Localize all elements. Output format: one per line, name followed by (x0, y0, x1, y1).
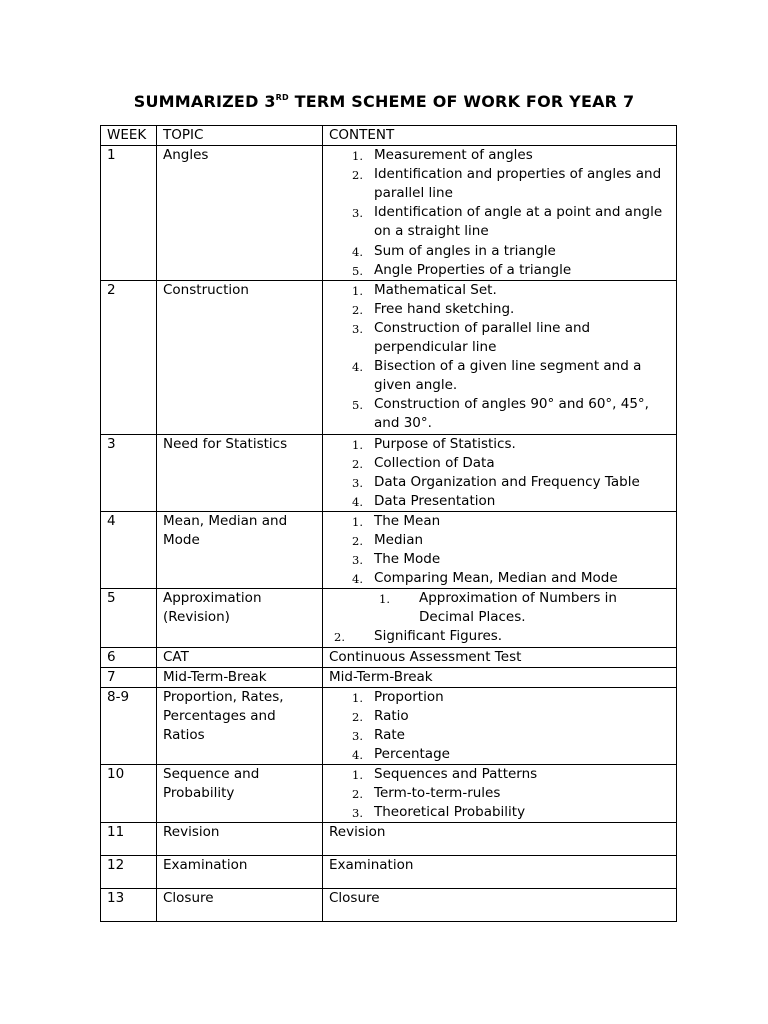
content-cell: Revision (323, 823, 677, 856)
header-topic: TOPIC (157, 126, 323, 146)
content-list (329, 688, 670, 764)
list-item: 2. Free hand sketching. (352, 300, 515, 317)
list-item: 4. Sum of angles in a triangle (352, 242, 556, 259)
table-row (101, 687, 677, 764)
list-item: 4. Data Presentation (352, 492, 496, 509)
list-item: 4. Bisection of a given line segment and a given angle. (352, 358, 642, 394)
list-item: 2. Collection of Data (352, 454, 495, 471)
table-row (101, 434, 677, 511)
week-cell: 2 (101, 280, 157, 434)
content-list (329, 146, 670, 280)
page-title (0, 92, 768, 111)
list-item: 1. Mathematical Set. (352, 281, 497, 298)
header-week: WEEK (101, 126, 157, 146)
table-row (101, 589, 677, 647)
content-list (329, 765, 670, 822)
title-text: SUMMARIZED 3 (133, 92, 276, 111)
content-list (329, 589, 670, 646)
week-cell: 11 (101, 823, 157, 856)
list-item: 3. Theoretical Probability (352, 804, 526, 821)
table-row (101, 667, 677, 687)
table-row (101, 511, 677, 588)
list-item: 1. Approximation of Numbers in Decimal Places. (379, 590, 617, 626)
list-item: 4. Percentage (352, 746, 450, 762)
topic-cell: Construction (157, 280, 323, 434)
list-item: 3. The Mode (352, 551, 441, 568)
content-cell: Continuous Assessment Test (323, 647, 677, 667)
content-cell (323, 146, 677, 281)
content-cell (323, 280, 677, 434)
table-row (101, 889, 677, 922)
topic-cell: Closure (157, 889, 323, 922)
content-cell (323, 511, 677, 588)
list-item: 5. Angle Properties of a triangle (352, 261, 572, 278)
week-cell: 13 (101, 889, 157, 922)
list-item: 1. Purpose of Statistics. (352, 435, 516, 452)
list-item: 2. Term-to-term-rules (352, 785, 501, 802)
table-row (101, 823, 677, 856)
list-item: 5. Construction of angles 90° and 60°, 45°, and 30°. (352, 396, 649, 432)
topic-cell: Revision (157, 823, 323, 856)
list-item: 3. Rate (352, 726, 405, 743)
scheme-table (100, 125, 677, 922)
list-item: 2. Median (352, 531, 424, 548)
list-item: 1. The Mean (352, 512, 441, 529)
week-cell: 8-9 (101, 687, 157, 764)
list-item: 2. Identification and properties of angles and parallel line (352, 166, 662, 202)
list-item: 2. Ratio (352, 707, 409, 724)
topic-cell: Mid-Term-Break (157, 667, 323, 687)
content-list (329, 435, 670, 511)
list-item: 1. Proportion (352, 688, 444, 705)
topic-cell: Approximation (Revision) (157, 589, 323, 647)
week-cell: 12 (101, 856, 157, 889)
content-list (329, 512, 670, 588)
content-cell (323, 434, 677, 511)
week-cell: 5 (101, 589, 157, 647)
list-item: 1. Measurement of angles (352, 147, 533, 164)
topic-cell: CAT (157, 647, 323, 667)
content-cell (323, 687, 677, 764)
table-row (101, 280, 677, 434)
table-row (101, 856, 677, 889)
topic-cell: Need for Statistics (157, 434, 323, 511)
table-header-row (101, 126, 677, 146)
table-row (101, 647, 677, 667)
header-content: CONTENT (323, 126, 677, 146)
week-cell: 6 (101, 647, 157, 667)
topic-cell: Mean, Median and Mode (157, 511, 323, 588)
title-superscript: RD (275, 93, 289, 102)
list-item: 3. Data Organization and Frequency Table (352, 473, 640, 490)
content-cell (323, 765, 677, 823)
list-item: 3. Construction of parallel line and perpendicular line (352, 319, 591, 356)
week-cell: 3 (101, 434, 157, 511)
week-cell: 10 (101, 765, 157, 823)
topic-cell: Examination (157, 856, 323, 889)
week-cell: 4 (101, 511, 157, 588)
content-cell: Mid-Term-Break (323, 667, 677, 687)
title-text-rest: TERM SCHEME OF WORK FOR YEAR 7 (288, 92, 635, 111)
content-cell: Closure (323, 889, 677, 922)
week-cell: 1 (101, 146, 157, 281)
list-item: 2. Significant Figures. (334, 628, 503, 645)
list-item: 3. Identification of angle at a point and angle on a straight line (352, 204, 663, 240)
content-cell (323, 589, 677, 647)
topic-cell: Proportion, Rates, Percentages and Ratios (157, 687, 323, 764)
content-list (329, 281, 670, 434)
table-row (101, 765, 677, 823)
topic-cell: Sequence and Probability (157, 765, 323, 823)
table-row (101, 146, 677, 281)
list-item: 1. Sequences and Patterns (352, 766, 538, 783)
list-item: 4. Comparing Mean, Median and Mode (352, 570, 618, 587)
topic-cell: Angles (157, 146, 323, 281)
week-cell: 7 (101, 667, 157, 687)
content-cell: Examination (323, 856, 677, 889)
